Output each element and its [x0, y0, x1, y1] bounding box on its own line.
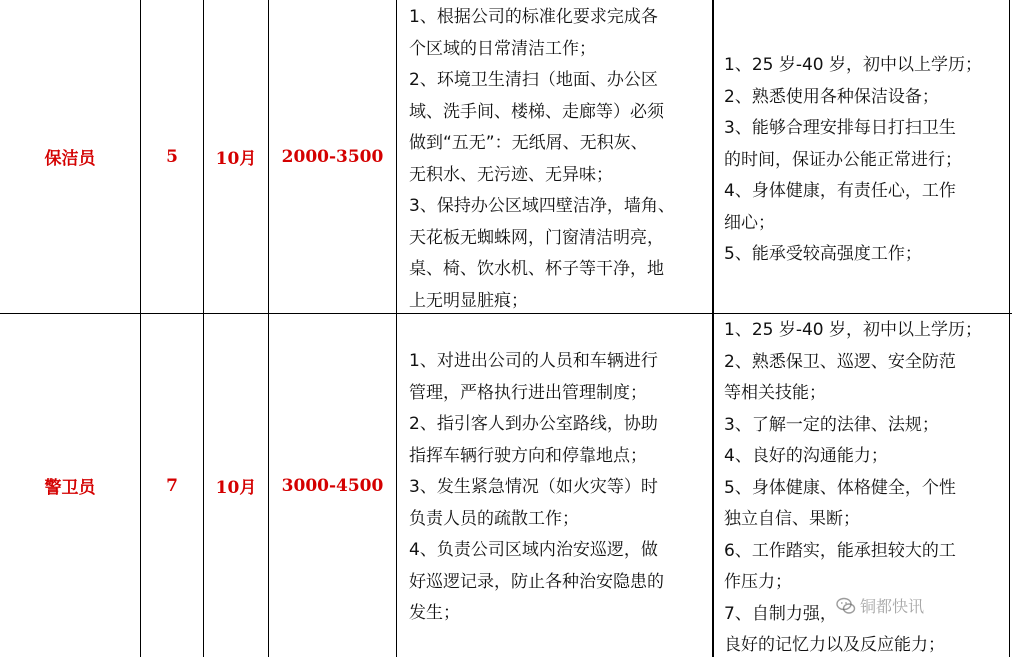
duty-line: 域、洗手间、楼梯、走廊等）必须: [409, 101, 664, 122]
duty-line: 1、根据公司的标准化要求完成各: [409, 7, 658, 27]
watermark-text: 铜都快讯: [860, 597, 925, 616]
wechat-icon: [836, 596, 856, 616]
requirement-line: 3、了解一定的法律、法规；: [724, 414, 939, 435]
duties-cell: [409, 346, 664, 630]
position-cell: 保洁员: [44, 149, 96, 169]
duty-line: 天花板无蜘蛛网，门窗清洁明亮，: [409, 227, 664, 248]
salary-cell: 3000-4500: [281, 475, 384, 496]
requirement-line: 3、能够合理安排每日打扫卫生: [724, 118, 956, 138]
duty-line: 上无明显脏痕；: [409, 290, 528, 311]
requirement-line: 等相关技能；: [724, 383, 826, 403]
duty-line: 个区域的日常清洁工作；: [409, 38, 596, 59]
requirement-line: 独立自信、果断；: [724, 509, 860, 529]
duty-line: 做到“五无”：无纸屑、无积灰、: [409, 133, 648, 153]
duty-line: 好巡逻记录，防止各种治安隐患的: [409, 571, 664, 592]
requirement-line: 7、自制力强，: [724, 603, 837, 624]
requirement-line: 4、身体健康，有责任心，工作: [724, 181, 956, 201]
requirement-line: 2、熟悉保卫、巡逻、安全防范: [724, 351, 956, 372]
column-divider: [1009, 0, 1010, 657]
duty-line: 无积水、无污迹、无异味；: [409, 164, 613, 185]
duty-line: 3、发生紧急情况（如火灾等）时: [409, 477, 658, 497]
salary-cell: 2000-3500: [281, 146, 384, 167]
duties-cell: [409, 2, 675, 317]
requirement-line: 6、工作踏实，能承担较大的工: [724, 540, 956, 561]
position-cell: 警卫员: [44, 478, 96, 498]
column-divider: [712, 0, 714, 657]
duty-line: 2、指引客人到办公室路线，协助: [409, 414, 658, 434]
duty-line: 桌、椅、饮水机、杯子等干净，地: [409, 259, 664, 279]
requirements-cell: [724, 50, 982, 271]
month-cell: 10月: [215, 478, 257, 498]
requirement-line: 良好的记忆力以及反应能力；: [724, 635, 945, 655]
column-divider: [396, 0, 397, 657]
duty-line: 2、环境卫生清扫（地面、办公区: [409, 70, 658, 90]
requirement-line: 的时间，保证办公能正常进行；: [724, 149, 962, 170]
duty-line: 发生；: [409, 603, 460, 623]
requirement-line: 作压力；: [724, 572, 792, 592]
duty-line: 指挥车辆行驶方向和停靠地点；: [409, 445, 647, 466]
requirement-line: 5、身体健康、体格健全，个性: [724, 477, 956, 498]
duty-line: 4、负责公司区域内治安巡逻，做: [409, 540, 658, 560]
watermark: [836, 594, 924, 617]
requirement-line: 细心；: [724, 212, 775, 233]
duty-line: 1、对进出公司的人员和车辆进行: [409, 351, 658, 371]
month-cell: 10月: [215, 149, 257, 169]
duty-line: 管理，严格执行进出管理制度；: [409, 382, 647, 403]
requirement-line: 1、25 岁-40 岁，初中以上学历；: [724, 55, 983, 75]
requirement-line: 5、能承受较高强度工作；: [724, 244, 922, 264]
duty-line: 3、保持办公区域四壁洁净，墙角、: [409, 196, 675, 216]
requirement-line: 1、25 岁-40 岁，初中以上学历；: [724, 320, 983, 340]
requirement-line: 2、熟悉使用各种保洁设备；: [724, 86, 939, 107]
requirement-line: 4、良好的沟通能力；: [724, 446, 888, 466]
headcount-cell: 7: [166, 475, 178, 496]
duty-line: 负责人员的疏散工作；: [409, 508, 579, 529]
headcount-cell: 5: [166, 146, 178, 167]
